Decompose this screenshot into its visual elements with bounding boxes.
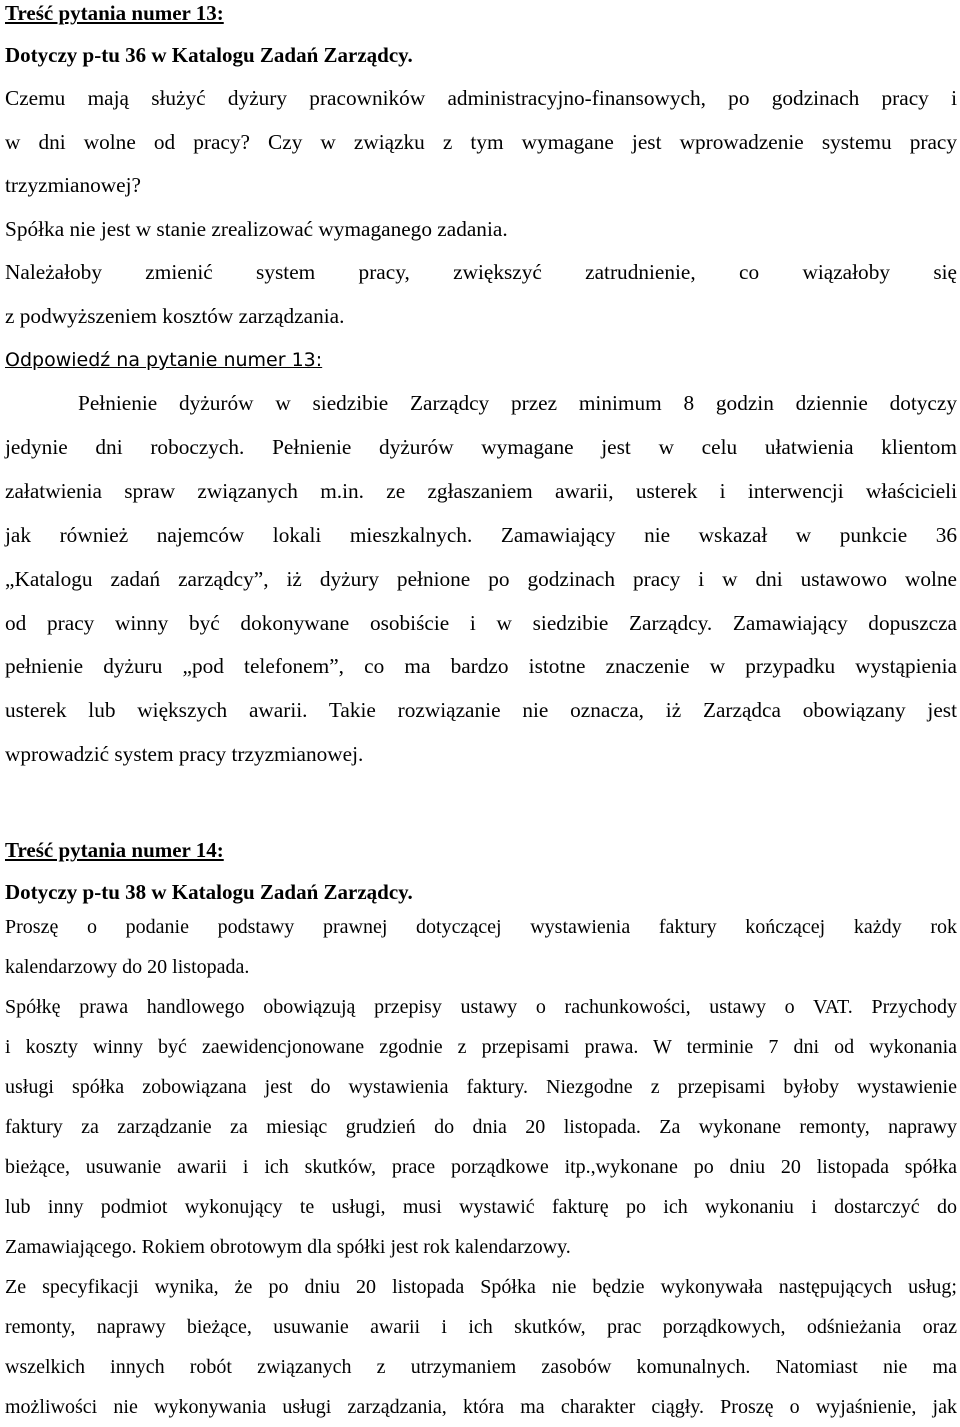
question-14-body-line: faktury za zarządzanie za miesiąc grudzień do dnia 20 listopada. Za wykonane remonty, naprawy	[5, 1116, 957, 1139]
answer-13-line: od pracy winny być dokonywane osobiście i w siedzibie Zarządcy. Zamawiający dopuszcza	[5, 610, 957, 635]
question-13-subject: Dotyczy p-tu 36 w Katalogu Zadań Zarządcy.	[5, 43, 413, 67]
question-14-body-line: usługi spółka zobowiązana jest do wystawienia faktury. Niezgodne z przepisami byłoby wystawienie	[5, 1076, 957, 1099]
answer-13-line: jak również najemców lokali mieszkalnych. Zamawiający nie wskazał w punkcie 36	[5, 522, 957, 547]
question-13-note-line: z podwyższeniem kosztów zarządzania.	[5, 303, 345, 328]
question-14-body-line: i koszty winny być zaewidencjonowane zgodnie z przepisami prawa. W terminie 7 dni od wykonania	[5, 1036, 957, 1059]
answer-13-line: usterek lub większych awarii. Takie rozwiązanie nie oznacza, iż Zarządca obowiązany jest	[5, 698, 957, 723]
question-14-body-line: możliwości nie wykonywania usługi zarządzania, która ma charakter ciągły. Proszę o wyjaśnienie, jak	[5, 1396, 957, 1419]
question-13-note	[5, 208, 957, 339]
answer-13-heading: Odpowiedź na pytanie numer 13:	[5, 349, 323, 371]
question-14-body-line: remonty, naprawy bieżące, usuwanie awarii i ich skutków, prac porządkowych, odśnieżania oraz	[5, 1316, 957, 1339]
question-14-body-line: Ze specyfikacji wynika, że po dniu 20 listopada Spółka nie będzie wykonywała następujących usług;	[5, 1276, 957, 1299]
question-14-section	[5, 837, 957, 1427]
question-14-body-line: lub inny podmiot wykonujący te usługi, musi wystawić fakturę po ich wykonaniu i dostarczyć do	[5, 1196, 957, 1219]
question-14-text	[5, 907, 957, 987]
question-13-line: w dni wolne od pracy? Czy w związku z tym wymagane jest wprowadzenie systemu pracy	[5, 129, 957, 154]
question-13-note-line: Spółka nie jest w stanie zrealizować wymaganego zadania.	[5, 216, 508, 241]
answer-13-line: jedynie dni roboczych. Pełnienie dyżurów wymagane jest w celu ułatwienia klientom	[5, 434, 957, 459]
question-13-text	[5, 77, 957, 208]
answer-13-line: Pełnienie dyżurów w siedzibie Zarządcy przez minimum 8 godzin dziennie dotyczy	[78, 391, 957, 415]
document-page	[5, 0, 957, 1427]
question-13-section	[5, 0, 957, 777]
question-14-body-line: Spółkę prawa handlowego obowiązują przepisy ustawy o rachunkowości, ustawy o VAT. Przychody	[5, 996, 957, 1019]
question-14-subject: Dotyczy p-tu 38 w Katalogu Zadań Zarządcy.	[5, 880, 413, 905]
question-13-note-line: Należałoby zmienić system pracy, zwiększyć zatrudnienie, co wiązałoby się	[5, 260, 957, 284]
question-14-body-line: bieżące, usuwanie awarii i ich skutków, prace porządkowe itp.,wykonane po dniu 20 listopada spółka	[5, 1156, 957, 1179]
answer-13-line: załatwienia spraw związanych m.in. ze zgłaszaniem awarii, usterek i interwencji właścicieli	[5, 478, 957, 503]
question-13-heading: Treść pytania numer 13:	[5, 1, 224, 25]
answer-13-text	[5, 382, 957, 777]
answer-13-line: „Katalogu zadań zarządcy”, iż dyżury pełnione po godzinach pracy i w dni ustawowo wolne	[5, 566, 957, 591]
question-13-line: Czemu mają służyć dyżury pracowników administracyjno-finansowych, po godzinach pracy i	[5, 86, 957, 110]
question-13-line: trzyzmianowej?	[5, 173, 141, 197]
question-14-heading: Treść pytania numer 14:	[5, 838, 224, 863]
question-14-body-line: Zamawiającego. Rokiem obrotowym dla spółki jest rok kalendarzowy.	[5, 1236, 571, 1259]
question-14-body	[5, 987, 957, 1427]
question-14-body-line: wszelkich innych robót związanych z utrzymaniem zasobów komunalnych. Natomiast nie ma	[5, 1356, 957, 1379]
question-14-line: kalendarzowy do 20 listopada.	[5, 956, 250, 979]
answer-13-line: wprowadzić system pracy trzyzmianowej.	[5, 742, 364, 767]
question-14-line: Proszę o podanie podstawy prawnej dotyczącej wystawienia faktury kończącej każdy rok	[5, 916, 957, 939]
answer-13-line: pełnienie dyżuru „pod telefonem”, co ma bardzo istotne znaczenie w przypadku wystąpienia	[5, 654, 957, 679]
